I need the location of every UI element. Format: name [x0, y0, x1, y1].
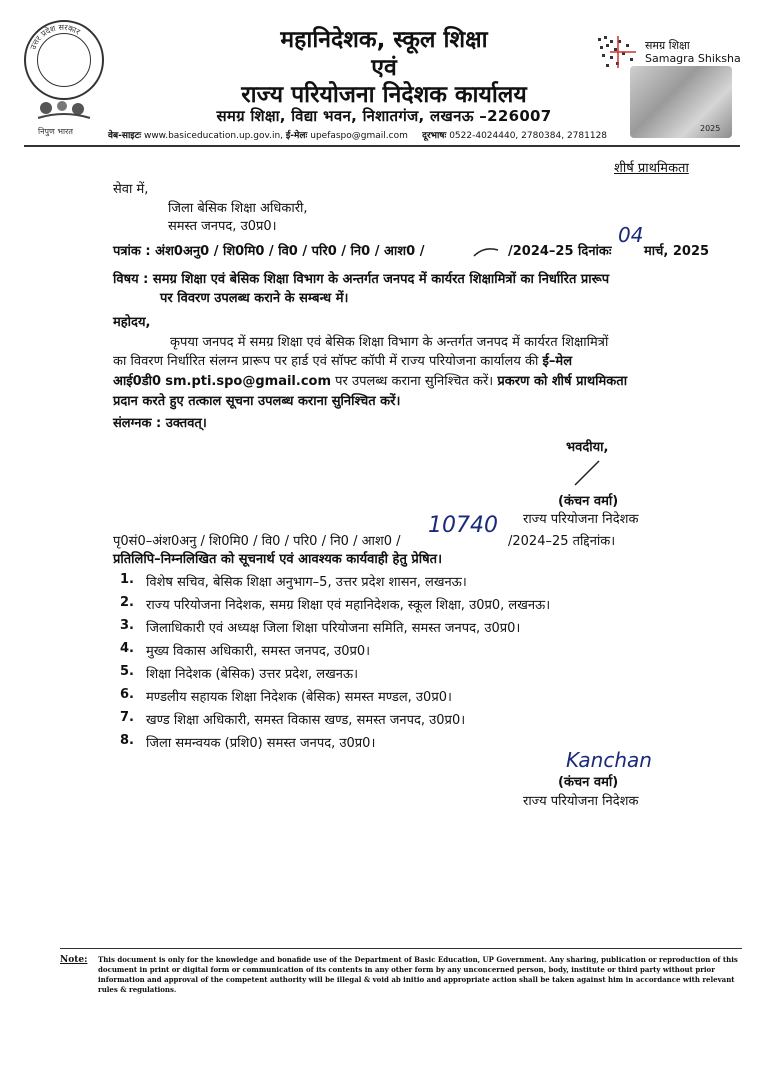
email-label-bold: ई–मेल	[542, 354, 573, 369]
office-address: समग्र शिक्षा, विद्या भवन, निशातगंज, लखनऊ –226007	[216, 107, 552, 125]
list-item: 2. राज्य परियोजना निदेशक, समग्र शिक्षा एवं महानिदेशक, स्कूल शिक्षा, उ0प्र0, लखनऊ।	[120, 595, 551, 613]
note-disclaimer: This document is only for the knowledge and bonafide use of the Department of Basic Education, UP Government. Any sharing, publication or reproduction of this document in print or digital form or communication of its contents in any other form by any unconcerned person, body, institute or third party without prior information and approval of the competent authority will be illegal & void ab initio and appropriate action shall be taken against him in accordance with relevant rules & regulations.	[98, 955, 738, 994]
office-title-line3: राज्य परियोजना निदेशक कार्यालय	[241, 82, 527, 108]
footer-divider	[60, 948, 742, 949]
addressee-line1: जिला बेसिक शिक्षा अधिकारी,	[168, 201, 308, 216]
phone-label: दूरभाषः	[422, 131, 447, 141]
samagra-shiksha-logo-icon	[596, 34, 640, 70]
list-item: 5. शिक्षा निदेशक (बेसिक) उत्तर प्रदेश, लखनऊ।	[120, 664, 359, 682]
salutation: महोदय,	[113, 315, 151, 330]
handwritten-stroke	[470, 244, 502, 260]
photo-year-label: 2025	[700, 124, 721, 133]
copy-heading: प्रतिलिपि–निम्नलिखित को सूचनार्थ एवं आवश्यक कार्यवाही हेतु प्रेषित।	[113, 552, 443, 567]
svg-text:उत्तर प्रदेश सरकार: उत्तर प्रदेश सरकार	[28, 22, 82, 51]
signatory-name-1: (कंचन वर्मा)	[558, 494, 619, 509]
addressee-line2: समस्त जनपद, उ0प्र0।	[168, 219, 277, 234]
samagra-shiksha-english: Samagra Shiksha	[645, 52, 741, 65]
handwritten-date: 04	[618, 223, 644, 247]
list-item: 1. विशेष सचिव, बेसिक शिक्षा अनुभाग–5, उत्तर प्रदेश शासन, लखनऊ।	[120, 572, 467, 590]
body-line2-text: का विवरण निर्धारित संलग्न प्रारूप पर हार्ड एवं सॉफ्ट कॉपी में राज्य परियोजना कार्यालय की	[113, 354, 539, 369]
priority-instruction-2: प्रदान करते हुए तत्काल सूचना उपलब्ध कराना सुनिश्चित करें।	[113, 394, 401, 409]
header-divider	[24, 145, 740, 147]
signatory-title-2: राज्य परियोजना निदेशक	[523, 794, 639, 809]
samagra-shiksha-hindi: समग्र शिक्षा	[645, 39, 690, 52]
enclosure: संलग्नक : उक्तवत्।	[113, 416, 207, 431]
office-contact-line	[108, 128, 607, 141]
priority-instruction-1: प्रकरण को शीर्ष प्राथमिकता	[497, 374, 628, 389]
list-item: 8. जिला समन्वयक (प्रशि0) समस्त जनपद, उ0प्र0।	[120, 733, 376, 751]
body-line1: कृपया जनपद में समग्र शिक्षा एवं बेसिक शिक्षा विभाग के अन्तर्गत जनपद में कार्यरत शिक्षामित्रों	[170, 335, 609, 350]
handwritten-dispatch-number: 10740	[428, 513, 498, 538]
endorsement-ref-suffix: /2024–25 तद्दिनांक।	[508, 534, 616, 549]
email-label: ई-मेलः	[285, 131, 308, 141]
list-item: 7. खण्ड शिक्षा अधिकारी, समस्त विकास खण्ड, समस्त जनपद, उ0प्र0।	[120, 710, 466, 728]
body-line2	[113, 352, 572, 372]
copy-recipients-list	[120, 572, 680, 756]
email-link[interactable]: upefaspo@gmail.com	[310, 131, 408, 141]
priority-label: शीर्ष प्राथमिकता	[614, 161, 689, 176]
list-item: 3. जिलाधिकारी एवं अध्यक्ष जिला शिक्षा परियोजना समिति, समस्त जनपद, उ0प्र0।	[120, 618, 521, 636]
office-title-line1: महानिदेशक, स्कूल शिक्षा	[280, 27, 488, 53]
nipun-bharat-label: निपुण भारत	[38, 127, 73, 136]
phone-numbers: 0522-4024440, 2780384, 2781128	[449, 131, 608, 141]
handwritten-signature: Kanchan	[566, 748, 652, 772]
body-line3	[113, 372, 627, 392]
letter-month: मार्च, 2025	[644, 244, 710, 259]
website-label: वेब-साइटः	[108, 131, 142, 141]
letter-ref-prefix: पत्रांक : अंश0अनु0 / शि0मि0 / वि0 / परि0 / नि0 / आश0 /	[113, 244, 425, 259]
signatory-name-2: (कंचन वर्मा)	[558, 775, 619, 790]
letter-ref-year: /2024–25 दिनांकः	[508, 244, 612, 259]
signature-stroke	[571, 457, 603, 487]
subject-line2: पर विवरण उपलब्ध कराने के सम्बन्ध में।	[160, 291, 349, 306]
signatory-title-1: राज्य परियोजना निदेशक	[523, 512, 639, 527]
note-label: Note:	[60, 955, 88, 965]
list-item: 6. मण्डलीय सहायक शिक्षा निदेशक (बेसिक) समस्त मण्डल, उ0प्र0।	[120, 687, 452, 705]
to-sewa: सेवा में,	[113, 182, 149, 197]
spo-email[interactable]: sm.pti.spo@gmail.com	[165, 374, 332, 389]
subject-line1: विषय : समग्र शिक्षा एवं बेसिक शिक्षा विभाग के अन्तर्गत जनपद में कार्यरत शिक्षामित्रों का निर्धारित प्रारूप	[113, 272, 610, 287]
list-item: 4. मुख्य विकास अधिकारी, समस्त जनपद, उ0प्र0।	[120, 641, 371, 659]
website-link[interactable]: www.basiceducation.up.gov.in,	[143, 131, 284, 141]
office-title-line2: एवं	[371, 55, 397, 81]
id-label-bold: आई0डी0	[113, 374, 162, 389]
endorsement-ref-prefix: पृ0सं0–अंश0अनु / शि0मि0 / वि0 / परि0 / नि0 / आश0 /	[113, 534, 401, 549]
closing: भवदीया,	[566, 440, 609, 455]
body-line3-text: पर उपलब्ध कराना सुनिश्चित करें।	[335, 374, 494, 389]
